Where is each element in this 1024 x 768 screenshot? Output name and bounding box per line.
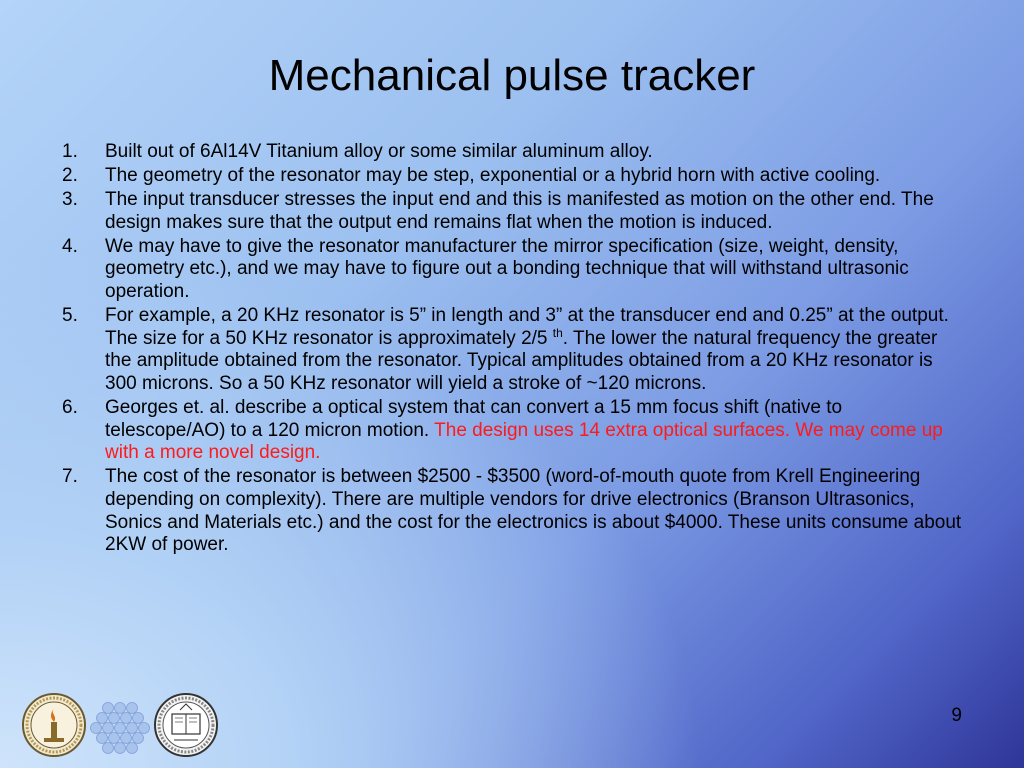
numbered-list [62, 141, 967, 558]
list-item [62, 466, 967, 556]
item-text: We may have to give the resonator manufacturer the mirror specification (size, weight, density, geometry etc.), and we may have to figure out a bonding technique that will withstand ultrasonic operation. [105, 235, 909, 303]
caltech-seal-icon [23, 694, 85, 756]
superscript-th: th [552, 325, 563, 340]
item-text: Georges et. al. describe a optical system that can convert a 15 mm focus shift (native to telescope/AO) to a 120 micron motion. [105, 397, 843, 441]
item-text: The geometry of the resonator may be step, exponential or a hybrid horn with active cooling. [105, 165, 881, 187]
hexagonal-mirror-icon [91, 703, 150, 754]
item-number: 3. [62, 189, 78, 211]
institution-logos [20, 690, 220, 760]
item-text: The input transducer stresses the input end and this is manifested as motion on the other end. The design makes sure that the output end remains flat when the motion is induced. [105, 189, 934, 233]
page-number: 9 [951, 705, 962, 726]
item-text-continued: . The lower the natural frequency the greater the amplitude obtained from the resonator. Typical amplitudes obtained from a 20 KHz resonator is 300 microns. So a 50 KHz resonator will yield a stroke of ~120 microns. [105, 327, 938, 394]
list-item [62, 236, 967, 304]
item-text: The cost of the resonator is between $2500 - $3500 (word-of-mouth quote from Krell Engineering depending on complexity). There are multiple vendors for drive electronics (Branson Ultrasonics, Sonics and Materials etc.) and the cost for the electronics is about $4000. These units consume about 2KW of power. [105, 466, 962, 556]
list-item [62, 141, 967, 164]
item-number: 4. [62, 235, 78, 257]
item-text: For example, a 20 KHz resonator is 5” in length and 3” at the transducer end and 0.25” at the output. The size for a 50 KHz resonator is approximately 2/5 [105, 305, 949, 349]
slide-title: Mechanical pulse tracker [268, 51, 756, 100]
list-item [62, 165, 967, 188]
item-number: 5. [62, 305, 78, 327]
list-item [62, 305, 967, 395]
list-item [62, 189, 967, 234]
item-number: 7. [62, 466, 78, 488]
uc-seal-icon [155, 694, 217, 756]
highlighted-text: The design uses 14 extra optical surfaces. We may come up with a more novel design. [105, 419, 943, 464]
item-text: Built out of 6Al14V Titanium alloy or some similar aluminum alloy. [105, 141, 653, 162]
item-number: 6. [62, 397, 78, 419]
item-number: 2. [62, 165, 78, 187]
item-number: 1. [62, 141, 78, 162]
list-item [62, 397, 967, 465]
